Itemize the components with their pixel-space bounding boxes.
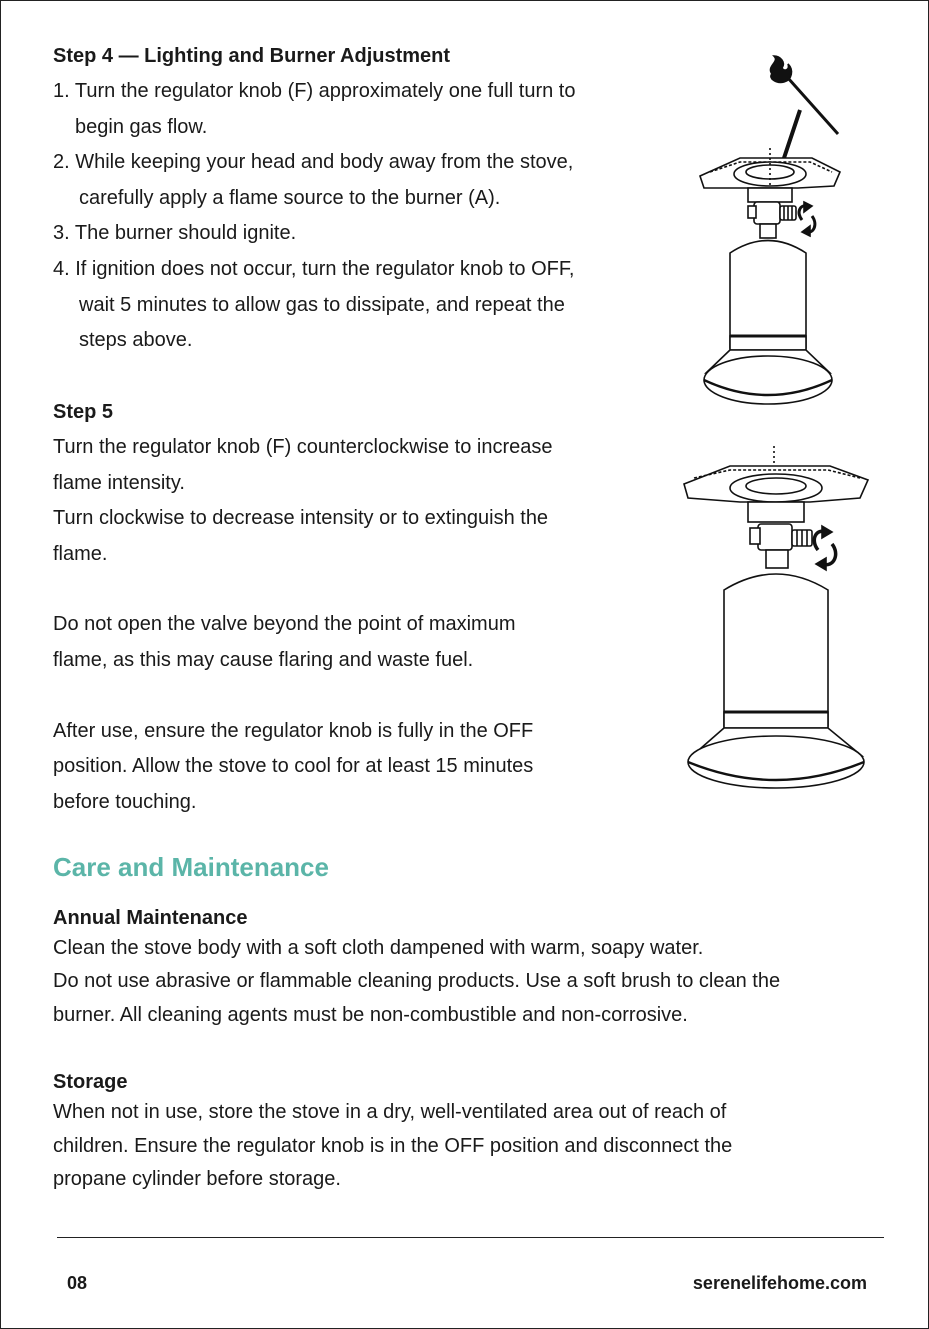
step4-title: Step 4 — Lighting and Burner Adjustment (53, 45, 451, 67)
list-item: 1. Turn the regulator knob (F) approximately one full turn to (53, 80, 576, 102)
storage-heading: Storage (53, 1071, 128, 1094)
list-item-continued: carefully apply a flame source to the burner (A). (79, 186, 501, 209)
step4-list (53, 74, 673, 359)
care-title: Care and Maintenance (53, 852, 329, 882)
step5-after-use: before touching. (53, 790, 197, 813)
annual-text: Do not use abrasive or flammable cleaning products. Use a soft brush to clean the (53, 970, 781, 993)
annual-text: Clean the stove body with a soft cloth dampened with warm, soapy water. (53, 937, 704, 959)
list-item-continued: wait 5 minutes to allow gas to dissipate, and repeat the (79, 293, 565, 316)
storage-text: propane cylinder before storage. (53, 1168, 341, 1191)
stove-adjust-knob-illustration (680, 440, 870, 805)
step5-title: Step 5 (53, 401, 114, 423)
care-section (53, 850, 883, 1196)
step5-text: flame intensity. (53, 471, 185, 494)
storage-text: children. Ensure the regulator knob is in the OFF position and disconnect the (53, 1134, 733, 1157)
step5-warning: Do not open the valve beyond the point of maximum (53, 613, 516, 636)
step5-after-use: After use, ensure the regulator knob is fully in the OFF (53, 719, 534, 742)
list-item: 3. The burner should ignite. (53, 222, 297, 245)
step5-text: flame. (53, 542, 108, 565)
annual-text: burner. All cleaning agents must be non-combustible and non-corrosive. (53, 1003, 688, 1026)
storage-text: When not in use, store the stove in a dry, well-ventilated area out of reach of (53, 1101, 727, 1124)
stove-lighting-match-illustration (690, 48, 850, 413)
step5-text: Turn the regulator knob (F) counterclockwise to increase (53, 436, 553, 458)
step5-section (53, 398, 653, 820)
step4-section (53, 42, 673, 359)
step5-warning: flame, as this may cause flaring and waste fuel. (53, 648, 474, 671)
annual-maintenance-heading: Annual Maintenance (53, 907, 248, 929)
list-item: 2. While keeping your head and body away from the stove, (53, 151, 574, 174)
step5-after-use: position. Allow the stove to cool for at least 15 minutes (53, 755, 534, 778)
list-item-continued: begin gas flow. (75, 115, 208, 138)
list-item-continued: steps above. (79, 329, 193, 352)
page-number: 08 (67, 1273, 88, 1293)
list-item: 4. If ignition does not occur, turn the regulator knob to OFF, (53, 257, 575, 280)
step5-text: Turn clockwise to decrease intensity or to extinguish the (53, 507, 549, 530)
website-link[interactable]: serenelifehome.com (692, 1273, 867, 1293)
footer-divider (57, 1237, 884, 1238)
